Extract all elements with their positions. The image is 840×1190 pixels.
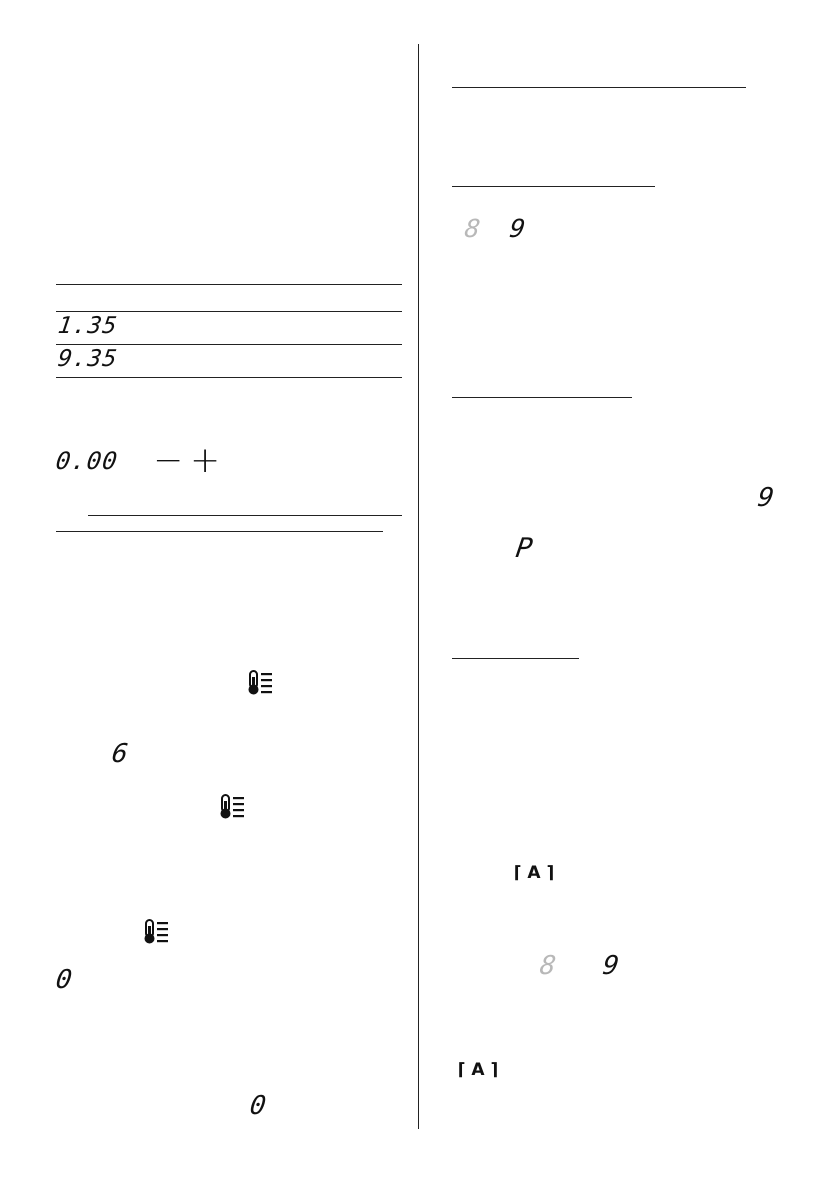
- auto-button-icon: ⌈ A ⌉: [457, 1060, 499, 1080]
- display-digit-0: 0: [53, 965, 75, 995]
- plus-icon: +: [190, 440, 221, 481]
- table-rule-row1: [56, 344, 402, 345]
- auto-button-icon: ⌈ A ⌉: [513, 863, 555, 883]
- section-heading-rule: [452, 658, 579, 659]
- display-digit-0: 0: [247, 1091, 269, 1121]
- minus-icon: −: [153, 440, 184, 481]
- thermometer-heat-icon: [220, 794, 246, 823]
- section-heading-rule: [452, 87, 746, 88]
- table-row1-display: 1.35: [56, 313, 120, 339]
- thermometer-heat-icon: [248, 670, 274, 699]
- thermometer-heat-icon: [144, 919, 170, 948]
- display-digit: 8: [537, 951, 559, 981]
- section-heading-rule-2: [56, 531, 383, 532]
- table-row2-display: 9.35: [56, 346, 120, 372]
- table-rule-row2: [56, 377, 402, 378]
- display-digit: 9: [755, 483, 777, 513]
- section-heading-rule: [452, 397, 632, 398]
- display-digit: 8: [462, 214, 484, 243]
- section-heading-rule: [452, 186, 655, 187]
- display-digit: 9: [507, 214, 529, 243]
- display-digit-6: 6: [109, 739, 131, 769]
- table-rule-top: [56, 284, 402, 285]
- column-divider: [418, 44, 419, 1129]
- table-rule-header: [56, 311, 402, 312]
- timer-display: 0.00: [54, 447, 120, 475]
- display-digit-p: P: [513, 533, 536, 564]
- section-heading-rule-1: [88, 515, 402, 516]
- display-digit: 9: [600, 951, 622, 981]
